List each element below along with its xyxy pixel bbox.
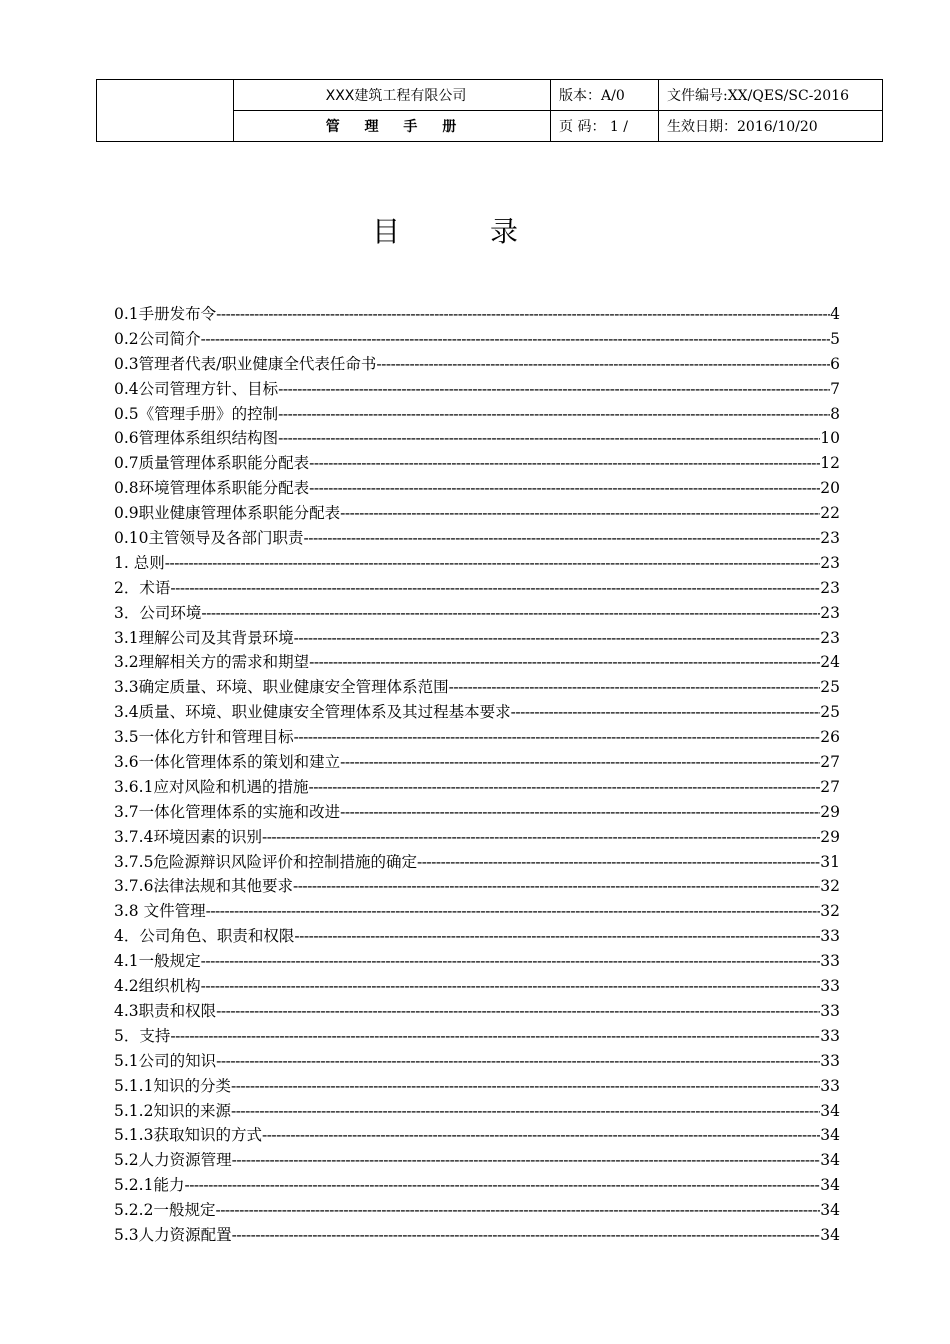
toc-entry-page: 34: [820, 1151, 840, 1170]
toc-leader-dots: [309, 650, 820, 675]
toc-entry[interactable]: [114, 874, 854, 899]
toc-leader-dots: [294, 725, 821, 750]
toc-entry-label: 0.10主管领导及各部门职责: [114, 529, 304, 548]
toc-leader-dots: [216, 999, 820, 1024]
toc-entry-label: 5.1.2知识的来源: [114, 1101, 231, 1120]
toc-leader-dots: [232, 1148, 821, 1173]
toc-entry[interactable]: [114, 725, 854, 750]
effective-date: 生效日期：2016/10/20: [659, 111, 883, 142]
toc-entry-page: 7: [830, 379, 840, 398]
toc-entry-page: 32: [820, 902, 840, 921]
toc-entry-page: 25: [820, 678, 840, 697]
toc-entry[interactable]: [114, 402, 854, 427]
toc-leader-dots: [376, 352, 830, 377]
toc-entry[interactable]: [114, 1123, 854, 1148]
toc-leader-dots: [184, 1173, 820, 1198]
toc-entry[interactable]: [114, 551, 854, 576]
toc-entry-page: 33: [820, 977, 840, 996]
toc-entry-label: 0.1手册发布令: [114, 305, 217, 323]
toc-leader-dots: [231, 1099, 820, 1124]
toc-entry[interactable]: [114, 1198, 854, 1223]
toc-leader-dots: [262, 1123, 820, 1148]
toc-entry[interactable]: [114, 626, 854, 651]
toc-entry-label: 0.6管理体系组织结构图: [114, 429, 279, 448]
toc-entry-label: 5.2.1能力: [114, 1176, 185, 1195]
toc-entry-page: 29: [820, 827, 840, 846]
toc-leader-dots: [262, 825, 820, 850]
toc-leader-dots: [216, 1049, 820, 1074]
toc-entry-label: 5.3人力资源配置: [114, 1225, 232, 1244]
table-of-contents: [114, 302, 854, 1248]
toc-entry-label: 3.6.1应对风险和机遇的措施: [114, 777, 309, 796]
toc-entry[interactable]: [114, 1074, 854, 1099]
toc-entry-label: 3.1理解公司及其背景环境: [114, 628, 294, 647]
toc-leader-dots: [216, 302, 830, 327]
toc-leader-dots: [232, 1223, 821, 1248]
toc-entry-label: 3.7一体化管理体系的实施和改进: [114, 802, 341, 821]
toc-entry[interactable]: [114, 501, 854, 526]
toc-entry[interactable]: [114, 650, 854, 675]
toc-entry-page: 4: [830, 305, 840, 323]
toc-entry[interactable]: [114, 526, 854, 551]
toc-leader-dots: [511, 700, 821, 725]
toc-entry[interactable]: [114, 800, 854, 825]
toc-entry-page: 22: [820, 504, 840, 523]
toc-entry-page: 23: [820, 578, 840, 597]
page-number: 页 码： 1 /: [551, 111, 659, 142]
toc-entry-label: 4.1一般规定: [114, 952, 201, 971]
toc-entry-label: 0.4公司管理方针、目标: [114, 379, 279, 398]
toc-entry-page: 10: [820, 429, 840, 448]
toc-entry-label: 0.5《管理手册》的控制: [114, 404, 279, 423]
toc-leader-dots: [201, 601, 820, 626]
toc-leader-dots: [340, 501, 820, 526]
toc-entry[interactable]: [114, 700, 854, 725]
toc-entry-page: 33: [820, 1076, 840, 1095]
toc-entry-label: 5.2.2一般规定: [114, 1201, 216, 1220]
toc-entry[interactable]: [114, 1223, 854, 1248]
toc-entry[interactable]: [114, 924, 854, 949]
toc-leader-dots: [278, 426, 820, 451]
toc-leader-dots: [309, 476, 820, 501]
toc-entry-label: 0.9职业健康管理体系职能分配表: [114, 504, 341, 523]
toc-entry-page: 34: [820, 1176, 840, 1195]
toc-leader-dots: [201, 949, 821, 974]
toc-entry-page: 33: [820, 952, 840, 971]
toc-entry[interactable]: [114, 750, 854, 775]
toc-leader-dots: [201, 974, 821, 999]
toc-entry[interactable]: [114, 601, 854, 626]
toc-entry-page: 33: [820, 1026, 840, 1045]
toc-leader-dots: [304, 526, 821, 551]
toc-leader-dots: [294, 924, 820, 949]
toc-entry[interactable]: [114, 1099, 854, 1124]
toc-entry-page: 5: [830, 329, 840, 348]
toc-entry-page: 27: [820, 753, 840, 772]
toc-entry-label: 3.7.4环境因素的识别: [114, 827, 262, 846]
toc-leader-dots: [294, 626, 821, 651]
toc-entry-page: 23: [820, 553, 840, 572]
toc-entry-page: 25: [820, 703, 840, 722]
toc-entry[interactable]: [114, 675, 854, 700]
document-number: 文件编号:XX/QES/SC-2016: [659, 80, 883, 111]
toc-entry[interactable]: [114, 1024, 854, 1049]
toc-entry-label: 3．公司环境: [114, 603, 202, 622]
toc-entry-page: 8: [830, 404, 840, 423]
toc-leader-dots: [201, 327, 830, 352]
toc-entry[interactable]: [114, 476, 854, 501]
toc-entry[interactable]: [114, 850, 854, 875]
toc-entry[interactable]: [114, 327, 854, 352]
toc-entry-page: 34: [820, 1101, 840, 1120]
toc-entry[interactable]: [114, 426, 854, 451]
toc-leader-dots: [340, 750, 820, 775]
toc-entry[interactable]: [114, 999, 854, 1024]
toc-entry[interactable]: [114, 775, 854, 800]
toc-entry-label: 0.3管理者代表/职业健康全代表任命书: [114, 354, 377, 373]
toc-entry-label: 3.3确定质量、环境、职业健康安全管理体系范围: [114, 678, 449, 697]
toc-entry-label: 0.2公司简介: [114, 329, 201, 348]
toc-entry[interactable]: [114, 576, 854, 601]
toc-leader-dots: [231, 1074, 820, 1099]
toc-entry-label: 0.7质量管理体系职能分配表: [114, 454, 310, 473]
toc-entry-label: 3.6一体化管理体系的策划和建立: [114, 753, 341, 772]
toc-entry-page: 23: [820, 628, 840, 647]
toc-entry-label: 5.1.3获取知识的方式: [114, 1126, 262, 1145]
toc-entry-label: 5．支持: [114, 1026, 171, 1045]
toc-entry-page: 23: [820, 603, 840, 622]
toc-entry-label: 3.8 文件管理: [114, 902, 206, 921]
toc-entry[interactable]: [114, 1148, 854, 1173]
toc-leader-dots: [309, 451, 820, 476]
toc-entry[interactable]: [114, 1173, 854, 1198]
toc-leader-dots: [170, 1024, 820, 1049]
toc-entry-page: 6: [830, 354, 840, 373]
toc-entry-label: 4.2组织机构: [114, 977, 201, 996]
toc-entry-page: 27: [820, 777, 840, 796]
toc-entry-label: 0.8环境管理体系职能分配表: [114, 479, 310, 498]
toc-leader-dots: [170, 576, 820, 601]
toc-entry-label: 3.5一体化方针和管理目标: [114, 728, 294, 747]
toc-entry-page: 33: [820, 1001, 840, 1020]
toc-entry[interactable]: [114, 302, 854, 327]
toc-entry-page: 24: [820, 653, 840, 672]
toc-entry[interactable]: [114, 352, 854, 377]
company-name: XXX建筑工程有限公司: [234, 80, 551, 111]
toc-leader-dots: [165, 551, 821, 576]
toc-entry-label: 4．公司角色、职责和权限: [114, 927, 295, 946]
toc-leader-dots: [417, 850, 820, 875]
toc-entry[interactable]: [114, 1049, 854, 1074]
manual-title: 管 理 手 册: [234, 111, 551, 142]
toc-entry-label: 5.1公司的知识: [114, 1051, 217, 1070]
version-label: 版本：A/0: [551, 80, 659, 111]
toc-leader-dots: [340, 800, 820, 825]
toc-entry-page: 12: [820, 454, 840, 473]
toc-entry-page: 34: [820, 1201, 840, 1220]
toc-entry-page: 23: [820, 529, 840, 548]
toc-entry-label: 3.7.6法律法规和其他要求: [114, 877, 293, 896]
toc-entry-page: 34: [820, 1225, 840, 1244]
toc-entry-page: 34: [820, 1126, 840, 1145]
toc-entry-page: 33: [820, 927, 840, 946]
toc-entry[interactable]: [114, 899, 854, 924]
toc-leader-dots: [278, 377, 830, 402]
toc-entry[interactable]: [114, 974, 854, 999]
toc-entry-label: 3.7.5危险源辩识风险评价和控制措施的确定: [114, 852, 417, 871]
toc-leader-dots: [293, 874, 820, 899]
toc-entry[interactable]: [114, 825, 854, 850]
toc-entry-label: 3.4质量、环境、职业健康安全管理体系及其过程基本要求: [114, 703, 511, 722]
toc-leader-dots: [278, 402, 830, 427]
toc-entry-label: 1. 总则: [114, 553, 165, 572]
document-header-table: [96, 79, 883, 142]
toc-entry-page: 29: [820, 802, 840, 821]
toc-entry-page: 20: [820, 479, 840, 498]
toc-entry-label: 2．术语: [114, 578, 171, 597]
toc-entry[interactable]: [114, 949, 854, 974]
toc-entry-page: 32: [820, 877, 840, 896]
toc-entry-label: 3.2理解相关方的需求和期望: [114, 653, 310, 672]
toc-entry-label: 5.2人力资源管理: [114, 1151, 232, 1170]
toc-entry-page: 33: [820, 1051, 840, 1070]
logo-cell: [97, 80, 234, 142]
page-title: 目录: [371, 215, 608, 248]
toc-entry-label: 5.1.1知识的分类: [114, 1076, 231, 1095]
toc-leader-dots: [449, 675, 821, 700]
toc-leader-dots: [206, 899, 821, 924]
toc-leader-dots: [215, 1198, 820, 1223]
toc-entry-page: 26: [820, 728, 840, 747]
toc-entry[interactable]: [114, 451, 854, 476]
toc-entry-page: 31: [820, 852, 840, 871]
toc-leader-dots: [308, 775, 820, 800]
toc-entry-label: 4.3职责和权限: [114, 1001, 217, 1020]
toc-entry[interactable]: [114, 377, 854, 402]
